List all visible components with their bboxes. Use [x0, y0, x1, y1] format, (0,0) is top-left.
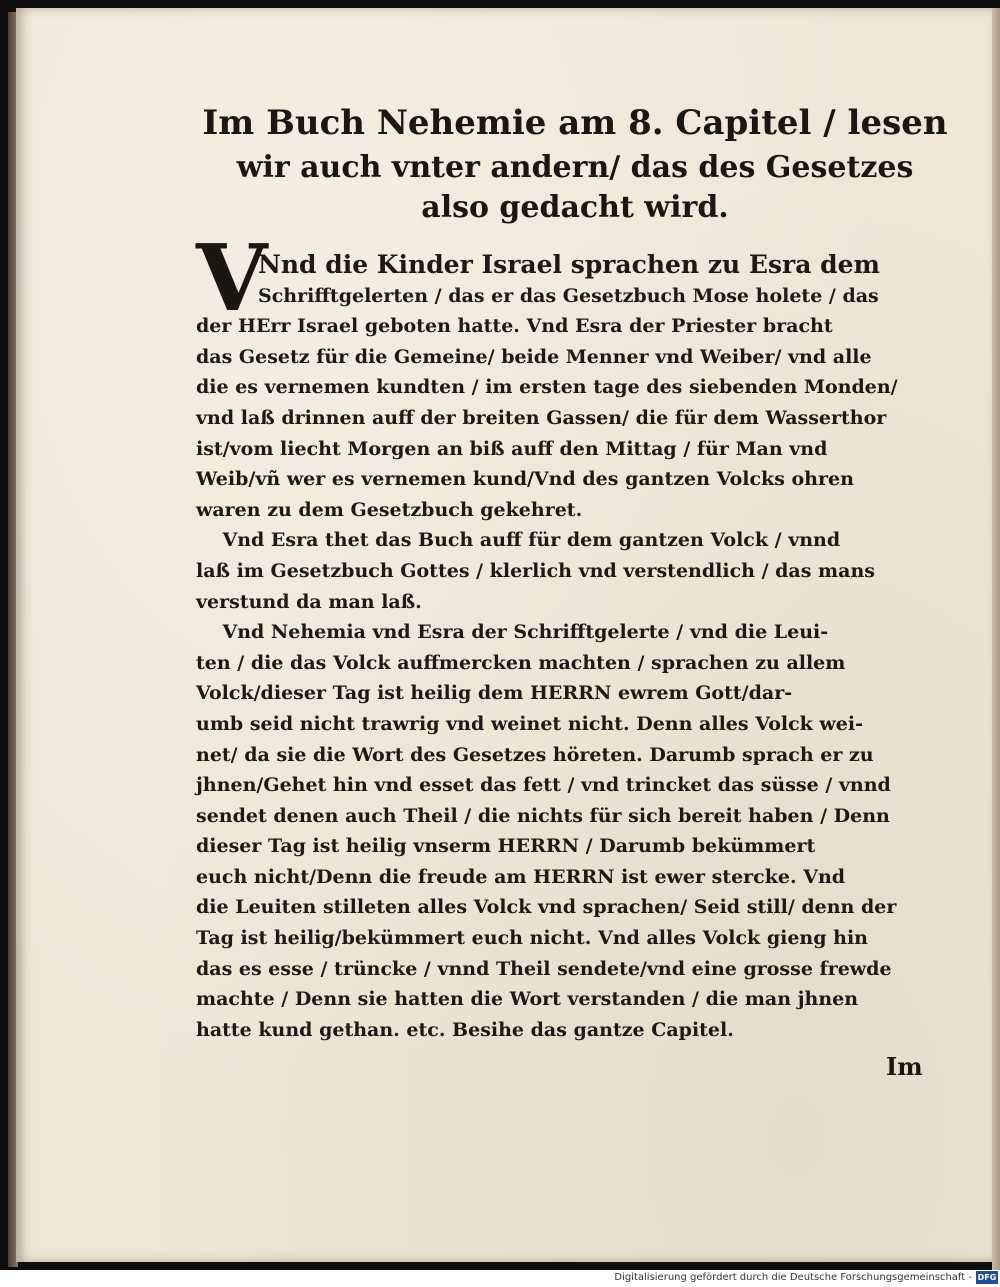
heading-line-3: also gedacht wird. — [421, 190, 729, 225]
text-line: net/ da sie die Wort des Gesetzes höreten. Darumb sprach er zu — [196, 743, 874, 766]
text-line: machte / Denn sie hatten die Wort verstanden / die man jhnen — [196, 988, 859, 1011]
text-line: sendet denen auch Theil / die nichts für sich bereit haben / Denn — [196, 804, 890, 827]
text-line: Schrifftgelerten / das er das Gesetzbuch Mose holete / das — [258, 284, 879, 307]
funding-credit: Digitalisierung gefördert durch die Deutsche Forschungsgemeinschaft - — [614, 1272, 972, 1283]
page-edge-right — [992, 8, 1000, 1270]
text-line: Vnd Esra thet das Buch auff für dem gantzen Volck / vnnd — [196, 529, 841, 552]
catchword: Im — [886, 1052, 923, 1081]
text-line: ist/vom liecht Morgen an biß auff den Mittag / für Man vnd — [196, 437, 828, 460]
text-line: dieser Tag ist heilig vnserm HERRN / Darumb bekümmert — [196, 835, 816, 858]
heading-line-2: wir auch vnter andern/ das des Gesetzes — [236, 150, 914, 185]
text-line: hatte kund gethan. etc. Besihe das gantze Capitel. — [196, 1018, 734, 1041]
text-line: Volck/dieser Tag ist heilig dem HERRN ewrem Gott/dar- — [196, 682, 793, 705]
text-line: Vnd Nehemia vnd Esra der Schrifftgelerte / vnd die Leui- — [196, 621, 829, 644]
text-line: der HErr Israel geboten hatte. Vnd Esra der Priester bracht — [196, 315, 833, 338]
text-line: das es esse / trüncke / vnnd Theil sendete/vnd eine grosse frewde — [196, 957, 892, 980]
text-line: waren zu dem Gesetzbuch gekehret. — [196, 498, 583, 521]
text-line: laß im Gesetzbuch Gottes / klerlich vnd verstendlich / das mans — [196, 559, 875, 582]
text-line: die es vernemen kundten / im ersten tage des siebenden Monden/ — [196, 376, 898, 399]
drop-cap-initial: V — [196, 224, 268, 332]
text-line: Weib/vñ wer es vernemen kund/Vnd des gantzen Volcks ohren — [196, 468, 854, 491]
text-line: ten / die das Volck auffmercken machten / sprachen zu allem — [196, 651, 846, 674]
text-line: euch nicht/Denn die freude am HERRN ist ewer stercke. Vnd — [196, 865, 846, 888]
text-line: vnd laß drinnen auff der breiten Gassen/ die für dem Wasserthor — [196, 406, 887, 429]
heading-line-1: Im Buch Nehemie am 8. Capitel / lesen — [202, 103, 948, 143]
text-line: die Leuiten stilleten alles Volck vnd sprachen/ Seid still/ denn der — [196, 896, 897, 919]
chapter-heading — [195, 98, 955, 228]
text-line: Nnd die Kinder Israel sprachen zu Esra dem — [258, 250, 880, 279]
dfg-logo-icon[interactable]: DFG — [977, 1273, 997, 1282]
text-line: das Gesetz für die Gemeine/ beide Menner vnd Weiber/ vnd alle — [196, 345, 872, 368]
text-line: verstund da man laß. — [196, 590, 422, 613]
text-line: umb seid nicht trawrig vnd weinet nicht. Denn alles Volck wei- — [196, 712, 863, 735]
body-text — [196, 250, 941, 1045]
text-line: jhnen/Gehet hin vnd esset das fett / vnd trincket das süsse / vnnd — [196, 774, 891, 797]
text-line: Tag ist heilig/bekümmert euch nicht. Vnd alles Volck gieng hin — [196, 927, 868, 950]
